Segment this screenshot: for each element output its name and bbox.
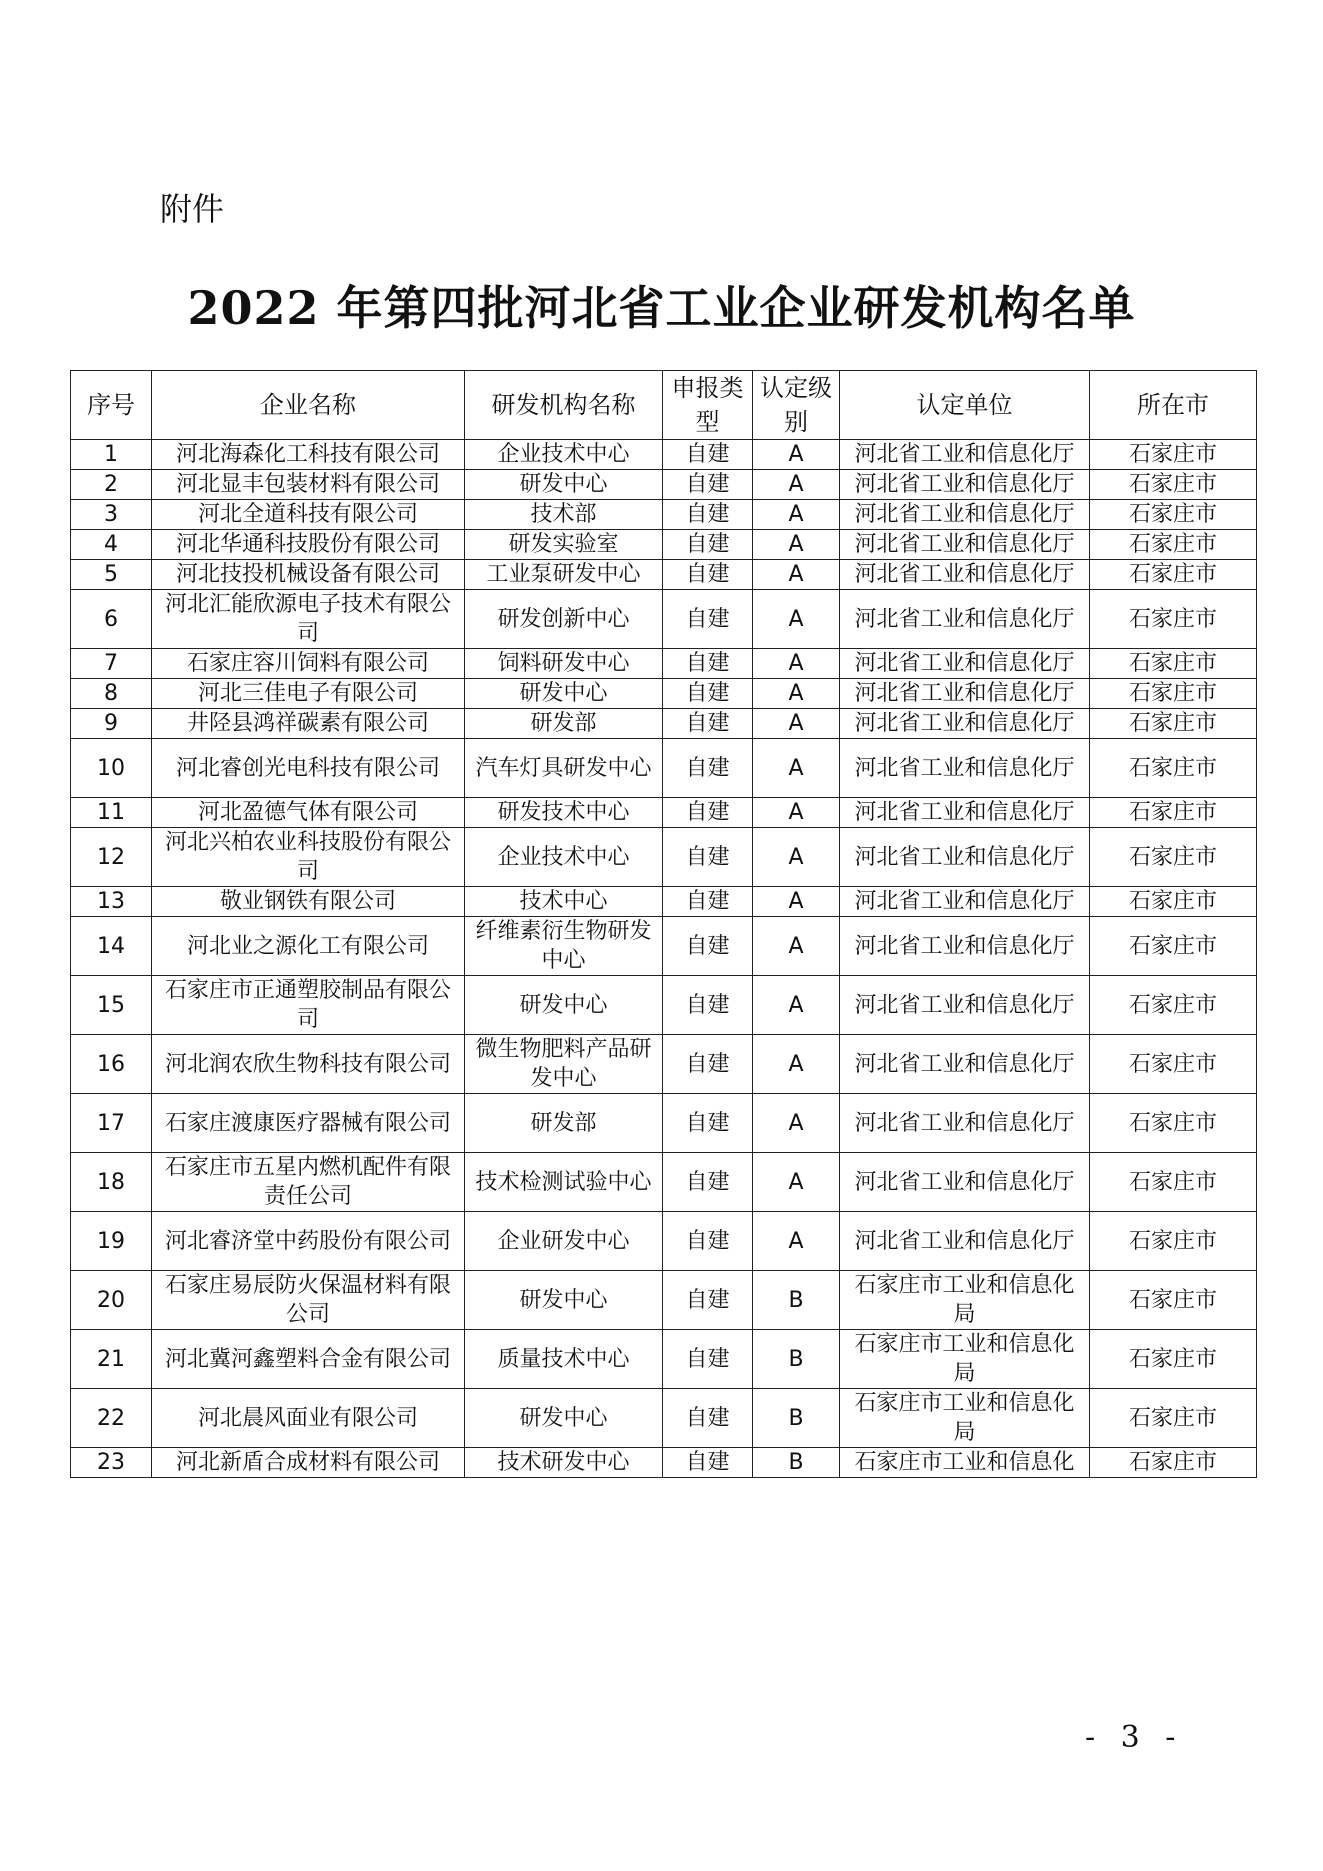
cell-unit: 石家庄市工业和信息化局 xyxy=(840,1389,1090,1448)
cell-city: 石家庄市 xyxy=(1090,828,1257,887)
cell-index: 18 xyxy=(71,1153,152,1212)
table-row xyxy=(71,500,1257,530)
cell-institution: 技术中心 xyxy=(465,887,663,917)
header-unit: 认定单位 xyxy=(840,371,1090,440)
cell-level: A xyxy=(753,709,840,739)
cell-company: 河北三佳电子有限公司 xyxy=(152,679,465,709)
cell-index: 7 xyxy=(71,649,152,679)
cell-institution: 企业研发中心 xyxy=(465,1212,663,1271)
cell-city: 石家庄市 xyxy=(1090,500,1257,530)
cell-index: 1 xyxy=(71,440,152,470)
cell-institution: 研发中心 xyxy=(465,1271,663,1330)
cell-city: 石家庄市 xyxy=(1090,739,1257,798)
cell-company: 石家庄容川饲料有限公司 xyxy=(152,649,465,679)
table-row xyxy=(71,1330,1257,1389)
cell-company: 河北海森化工科技有限公司 xyxy=(152,440,465,470)
cell-city: 石家庄市 xyxy=(1090,1212,1257,1271)
table-row xyxy=(71,1271,1257,1330)
table-row xyxy=(71,1448,1257,1478)
cell-unit: 河北省工业和信息化厅 xyxy=(840,1094,1090,1153)
cell-unit: 河北省工业和信息化厅 xyxy=(840,739,1090,798)
cell-index: 10 xyxy=(71,739,152,798)
cell-institution: 研发创新中心 xyxy=(465,590,663,649)
cell-institution: 技术部 xyxy=(465,500,663,530)
cell-index: 8 xyxy=(71,679,152,709)
cell-level: A xyxy=(753,976,840,1035)
cell-apply-type: 自建 xyxy=(663,560,753,590)
cell-unit: 河北省工业和信息化厅 xyxy=(840,500,1090,530)
table-row xyxy=(71,679,1257,709)
table-row xyxy=(71,976,1257,1035)
cell-unit: 河北省工业和信息化厅 xyxy=(840,530,1090,560)
cell-unit: 河北省工业和信息化厅 xyxy=(840,917,1090,976)
cell-level: A xyxy=(753,798,840,828)
cell-institution: 质量技术中心 xyxy=(465,1330,663,1389)
cell-apply-type: 自建 xyxy=(663,649,753,679)
cell-city: 石家庄市 xyxy=(1090,1035,1257,1094)
cell-institution: 纤维素衍生物研发中心 xyxy=(465,917,663,976)
cell-unit: 河北省工业和信息化厅 xyxy=(840,649,1090,679)
cell-index: 2 xyxy=(71,470,152,500)
header-apply-type: 申报类型 xyxy=(663,371,753,440)
cell-city: 石家庄市 xyxy=(1090,649,1257,679)
cell-index: 19 xyxy=(71,1212,152,1271)
cell-index: 9 xyxy=(71,709,152,739)
cell-institution: 研发中心 xyxy=(465,976,663,1035)
cell-company: 石家庄市五星内燃机配件有限责任公司 xyxy=(152,1153,465,1212)
cell-apply-type: 自建 xyxy=(663,1271,753,1330)
cell-index: 14 xyxy=(71,917,152,976)
cell-level: A xyxy=(753,470,840,500)
cell-level: A xyxy=(753,1035,840,1094)
cell-index: 23 xyxy=(71,1448,152,1478)
table-row xyxy=(71,1212,1257,1271)
cell-apply-type: 自建 xyxy=(663,709,753,739)
cell-index: 20 xyxy=(71,1271,152,1330)
cell-unit: 河北省工业和信息化厅 xyxy=(840,976,1090,1035)
cell-apply-type: 自建 xyxy=(663,887,753,917)
cell-index: 4 xyxy=(71,530,152,560)
cell-index: 5 xyxy=(71,560,152,590)
cell-unit: 石家庄市工业和信息化局 xyxy=(840,1271,1090,1330)
cell-level: A xyxy=(753,917,840,976)
cell-level: A xyxy=(753,440,840,470)
cell-city: 石家庄市 xyxy=(1090,917,1257,976)
cell-level: A xyxy=(753,500,840,530)
cell-index: 11 xyxy=(71,798,152,828)
cell-level: A xyxy=(753,887,840,917)
cell-apply-type: 自建 xyxy=(663,679,753,709)
table-row xyxy=(71,739,1257,798)
cell-level: B xyxy=(753,1271,840,1330)
cell-unit: 河北省工业和信息化厅 xyxy=(840,470,1090,500)
cell-company: 河北全道科技有限公司 xyxy=(152,500,465,530)
cell-unit: 河北省工业和信息化厅 xyxy=(840,590,1090,649)
attachment-label: 附件 xyxy=(160,190,225,228)
cell-company: 河北技投机械设备有限公司 xyxy=(152,560,465,590)
header-level: 认定级别 xyxy=(753,371,840,440)
cell-apply-type: 自建 xyxy=(663,917,753,976)
cell-apply-type: 自建 xyxy=(663,1448,753,1478)
institution-table xyxy=(70,370,1257,1478)
cell-institution: 技术研发中心 xyxy=(465,1448,663,1478)
cell-unit: 河北省工业和信息化厅 xyxy=(840,560,1090,590)
cell-unit: 河北省工业和信息化厅 xyxy=(840,709,1090,739)
cell-index: 16 xyxy=(71,1035,152,1094)
cell-institution: 汽车灯具研发中心 xyxy=(465,739,663,798)
cell-apply-type: 自建 xyxy=(663,1212,753,1271)
cell-index: 22 xyxy=(71,1389,152,1448)
table-row xyxy=(71,887,1257,917)
cell-institution: 研发部 xyxy=(465,1094,663,1153)
cell-city: 石家庄市 xyxy=(1090,1330,1257,1389)
cell-index: 3 xyxy=(71,500,152,530)
cell-institution: 技术检测试验中心 xyxy=(465,1153,663,1212)
cell-unit: 河北省工业和信息化厅 xyxy=(840,679,1090,709)
cell-company: 河北汇能欣源电子技术有限公司 xyxy=(152,590,465,649)
cell-unit: 石家庄市工业和信息化局 xyxy=(840,1330,1090,1389)
cell-level: B xyxy=(753,1330,840,1389)
cell-level: A xyxy=(753,1212,840,1271)
cell-company: 敬业钢铁有限公司 xyxy=(152,887,465,917)
cell-apply-type: 自建 xyxy=(663,739,753,798)
table-row xyxy=(71,1035,1257,1094)
cell-city: 石家庄市 xyxy=(1090,530,1257,560)
table-row xyxy=(71,917,1257,976)
cell-institution: 研发中心 xyxy=(465,470,663,500)
table-row xyxy=(71,530,1257,560)
cell-city: 石家庄市 xyxy=(1090,709,1257,739)
cell-city: 石家庄市 xyxy=(1090,560,1257,590)
cell-level: A xyxy=(753,649,840,679)
cell-unit: 石家庄市工业和信息化 xyxy=(840,1448,1090,1478)
cell-apply-type: 自建 xyxy=(663,1330,753,1389)
cell-unit: 河北省工业和信息化厅 xyxy=(840,1153,1090,1212)
cell-level: A xyxy=(753,1153,840,1212)
cell-level: A xyxy=(753,590,840,649)
table-row xyxy=(71,828,1257,887)
cell-institution: 研发中心 xyxy=(465,679,663,709)
cell-city: 石家庄市 xyxy=(1090,440,1257,470)
cell-company: 河北冀河鑫塑料合金有限公司 xyxy=(152,1330,465,1389)
cell-company: 河北华通科技股份有限公司 xyxy=(152,530,465,560)
cell-unit: 河北省工业和信息化厅 xyxy=(840,887,1090,917)
cell-index: 6 xyxy=(71,590,152,649)
table-row xyxy=(71,1153,1257,1212)
table-row xyxy=(71,590,1257,649)
table-row xyxy=(71,798,1257,828)
cell-institution: 企业技术中心 xyxy=(465,828,663,887)
cell-unit: 河北省工业和信息化厅 xyxy=(840,798,1090,828)
cell-company: 河北睿创光电科技有限公司 xyxy=(152,739,465,798)
cell-company: 石家庄易辰防火保温材料有限公司 xyxy=(152,1271,465,1330)
table-row xyxy=(71,1094,1257,1153)
cell-city: 石家庄市 xyxy=(1090,679,1257,709)
cell-city: 石家庄市 xyxy=(1090,1448,1257,1478)
cell-institution: 研发部 xyxy=(465,709,663,739)
cell-company: 河北盈德气体有限公司 xyxy=(152,798,465,828)
cell-unit: 河北省工业和信息化厅 xyxy=(840,1212,1090,1271)
cell-level: A xyxy=(753,1094,840,1153)
cell-level: B xyxy=(753,1448,840,1478)
header-index: 序号 xyxy=(71,371,152,440)
cell-city: 石家庄市 xyxy=(1090,590,1257,649)
cell-index: 13 xyxy=(71,887,152,917)
cell-institution: 企业技术中心 xyxy=(465,440,663,470)
cell-institution: 研发技术中心 xyxy=(465,798,663,828)
cell-city: 石家庄市 xyxy=(1090,1094,1257,1153)
cell-level: A xyxy=(753,560,840,590)
cell-company: 河北晨风面业有限公司 xyxy=(152,1389,465,1448)
cell-apply-type: 自建 xyxy=(663,1094,753,1153)
cell-index: 15 xyxy=(71,976,152,1035)
cell-apply-type: 自建 xyxy=(663,440,753,470)
cell-apply-type: 自建 xyxy=(663,976,753,1035)
cell-city: 石家庄市 xyxy=(1090,1153,1257,1212)
cell-level: A xyxy=(753,530,840,560)
cell-city: 石家庄市 xyxy=(1090,470,1257,500)
header-city: 所在市 xyxy=(1090,371,1257,440)
cell-city: 石家庄市 xyxy=(1090,1271,1257,1330)
cell-index: 12 xyxy=(71,828,152,887)
cell-company: 河北业之源化工有限公司 xyxy=(152,917,465,976)
cell-apply-type: 自建 xyxy=(663,470,753,500)
table-row xyxy=(71,470,1257,500)
cell-level: A xyxy=(753,679,840,709)
cell-city: 石家庄市 xyxy=(1090,976,1257,1035)
cell-company: 河北睿济堂中药股份有限公司 xyxy=(152,1212,465,1271)
cell-apply-type: 自建 xyxy=(663,590,753,649)
cell-company: 河北新盾合成材料有限公司 xyxy=(152,1448,465,1478)
page-number: - 3 - xyxy=(1085,1720,1184,1755)
cell-institution: 研发中心 xyxy=(465,1389,663,1448)
table-row xyxy=(71,560,1257,590)
cell-unit: 河北省工业和信息化厅 xyxy=(840,828,1090,887)
cell-city: 石家庄市 xyxy=(1090,798,1257,828)
cell-unit: 河北省工业和信息化厅 xyxy=(840,440,1090,470)
cell-company: 河北显丰包装材料有限公司 xyxy=(152,470,465,500)
cell-level: B xyxy=(753,1389,840,1448)
cell-apply-type: 自建 xyxy=(663,500,753,530)
table-row xyxy=(71,440,1257,470)
cell-city: 石家庄市 xyxy=(1090,887,1257,917)
table-row xyxy=(71,709,1257,739)
cell-apply-type: 自建 xyxy=(663,530,753,560)
cell-apply-type: 自建 xyxy=(663,1153,753,1212)
table-header-row xyxy=(71,371,1257,440)
cell-index: 21 xyxy=(71,1330,152,1389)
cell-company: 石家庄渡康医疗器械有限公司 xyxy=(152,1094,465,1153)
cell-institution: 饲料研发中心 xyxy=(465,649,663,679)
cell-level: A xyxy=(753,828,840,887)
cell-apply-type: 自建 xyxy=(663,828,753,887)
cell-index: 17 xyxy=(71,1094,152,1153)
cell-company: 河北润农欣生物科技有限公司 xyxy=(152,1035,465,1094)
cell-apply-type: 自建 xyxy=(663,1389,753,1448)
cell-unit: 河北省工业和信息化厅 xyxy=(840,1035,1090,1094)
cell-apply-type: 自建 xyxy=(663,1035,753,1094)
table-row xyxy=(71,649,1257,679)
header-company: 企业名称 xyxy=(152,371,465,440)
cell-company: 河北兴柏农业科技股份有限公司 xyxy=(152,828,465,887)
cell-company: 石家庄市正通塑胶制品有限公司 xyxy=(152,976,465,1035)
cell-institution: 研发实验室 xyxy=(465,530,663,560)
cell-company: 井陉县鸿祥碳素有限公司 xyxy=(152,709,465,739)
table-row xyxy=(71,1389,1257,1448)
header-institution: 研发机构名称 xyxy=(465,371,663,440)
cell-level: A xyxy=(753,739,840,798)
document-title: 2022 年第四批河北省工业企业研发机构名单 xyxy=(187,281,1136,335)
cell-institution: 工业泵研发中心 xyxy=(465,560,663,590)
cell-institution: 微生物肥料产品研发中心 xyxy=(465,1035,663,1094)
cell-apply-type: 自建 xyxy=(663,798,753,828)
cell-city: 石家庄市 xyxy=(1090,1389,1257,1448)
table-body xyxy=(71,440,1257,1478)
